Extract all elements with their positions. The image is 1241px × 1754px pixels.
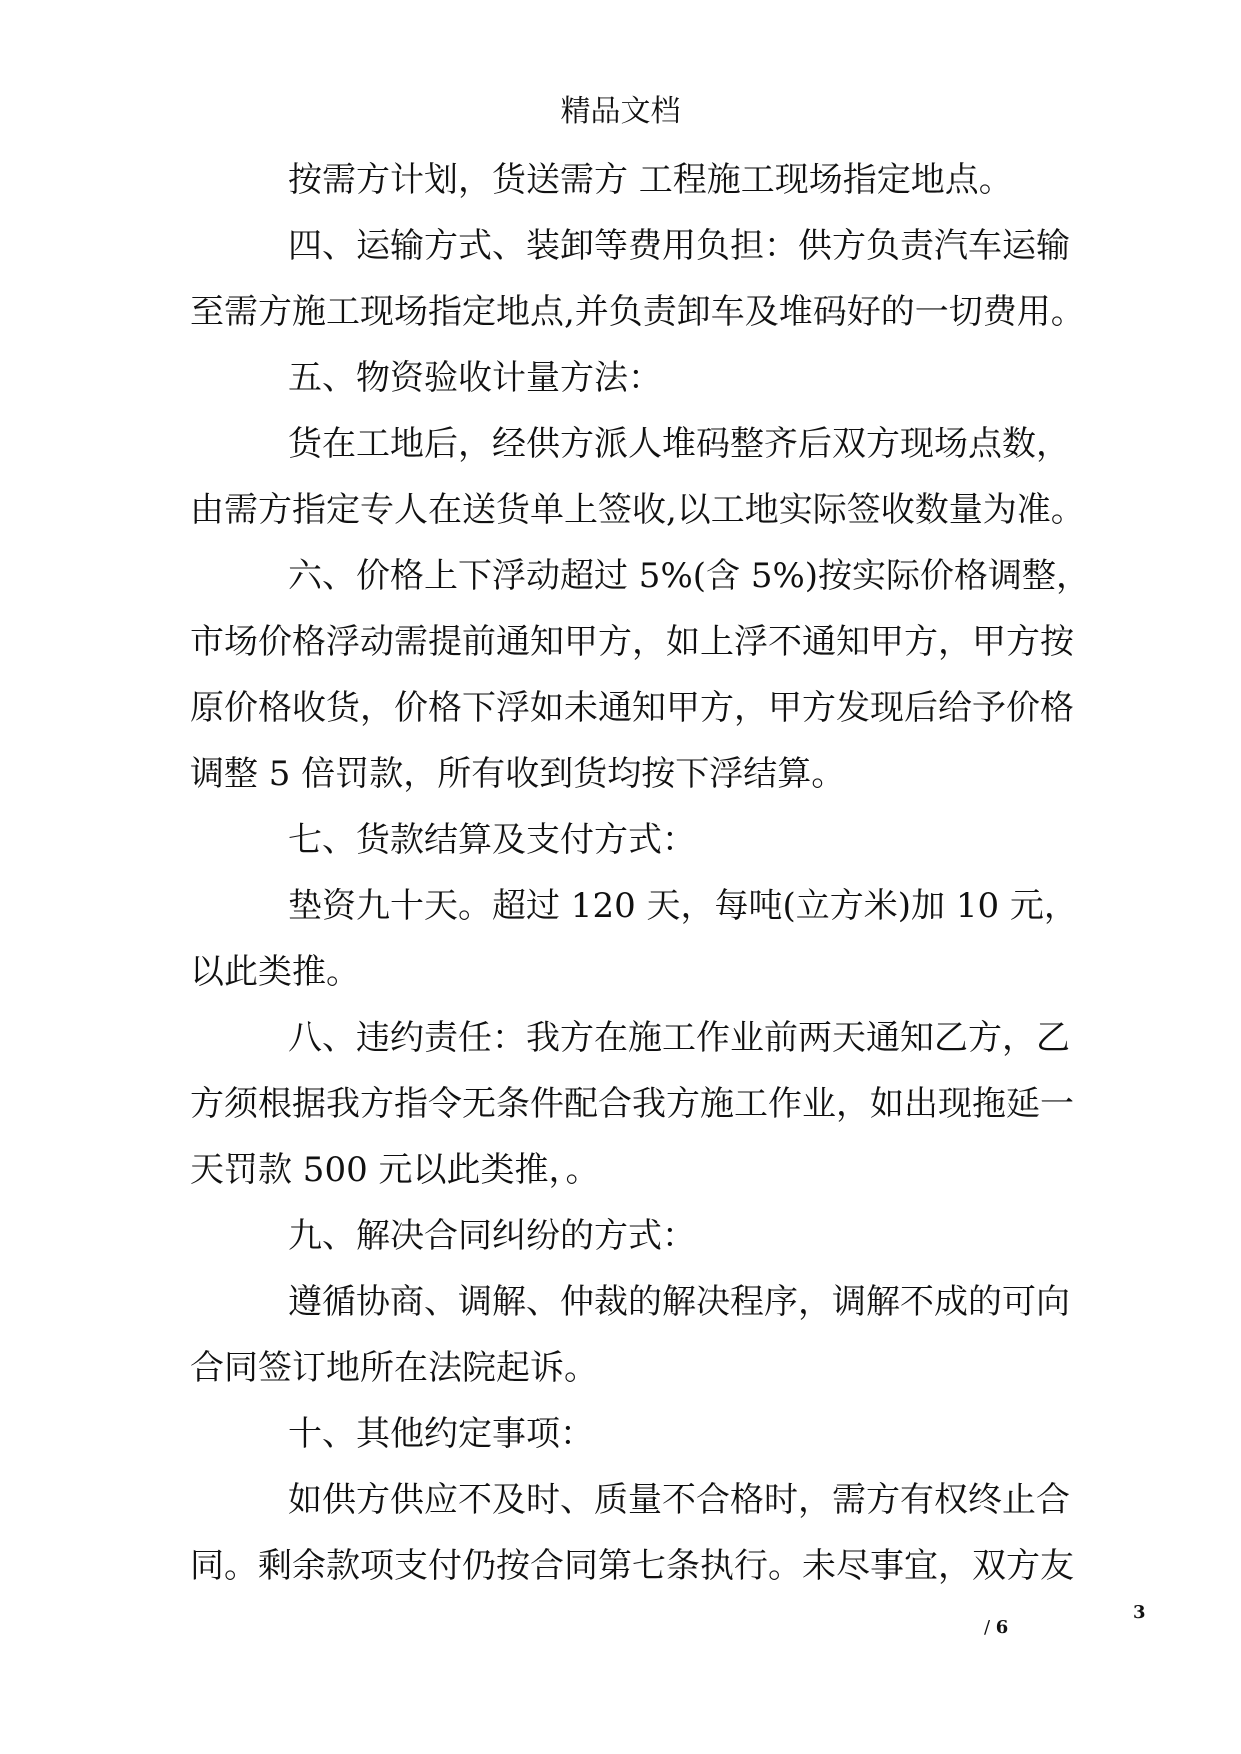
text-line: 六、价格上下浮动超过 5%(含 5%)按实际价格调整， [288,556,1091,596]
text-line: 以此类推。 [190,952,360,992]
text-line: 货在工地后，经供方派人堆码整齐后双方现场点数， [288,424,1070,464]
text-line: 八、违约责任：我方在施工作业前两天通知乙方，乙 [288,1018,1070,1058]
text-line: 至需方施工现场指定地点,并负责卸车及堆码好的一切费用。 [190,292,1085,332]
text-line: 方须根据我方指令无条件配合我方施工作业，如出现拖延一 [190,1084,1074,1124]
text-line: 天罚款 500 元以此类推，。 [190,1150,600,1190]
text-line: 原价格收货，价格下浮如未通知甲方，甲方发现后给予价格 [190,688,1074,728]
text-line: 七、货款结算及支付方式： [288,820,696,860]
page-total [984,1617,1008,1639]
text-line: 遵循协商、调解、仲裁的解决程序，调解不成的可向 [288,1282,1070,1322]
text-line: 按需方计划，货送需方 工程施工现场指定地点。 [288,160,1013,200]
document-body [190,160,1091,1612]
text-line: 五、物资验收计量方法： [288,358,662,398]
text-line: 九、解决合同纠纷的方式： [288,1216,696,1256]
text-line: 市场价格浮动需提前通知甲方，如上浮不通知甲方，甲方按 [190,622,1074,662]
text-line: 十、其他约定事项： [288,1414,594,1454]
page-separator: / [984,1617,996,1638]
text-line: 垫资九十天。超过 120 天，每吨(立方米)加 10 元， [288,886,1078,926]
text-line: 调整 5 倍罚款，所有收到货均按下浮结算。 [190,754,846,794]
text-line: 合同签订地所在法院起诉。 [190,1348,598,1388]
page-number: 3 [1133,1602,1146,1623]
text-line: 如供方供应不及时、质量不合格时，需方有权终止合 [288,1480,1070,1520]
text-line: 由需方指定专人在送货单上签收,以工地实际签收数量为准。 [190,490,1085,530]
total-pages: 6 [995,1617,1009,1638]
text-line: 四、运输方式、装卸等费用负担：供方负责汽车运输 [288,226,1070,266]
text-line: 同。剩余款项支付仍按合同第七条执行。未尽事宜，双方友 [190,1546,1074,1586]
page-header-title: 精品文档 [560,94,681,129]
